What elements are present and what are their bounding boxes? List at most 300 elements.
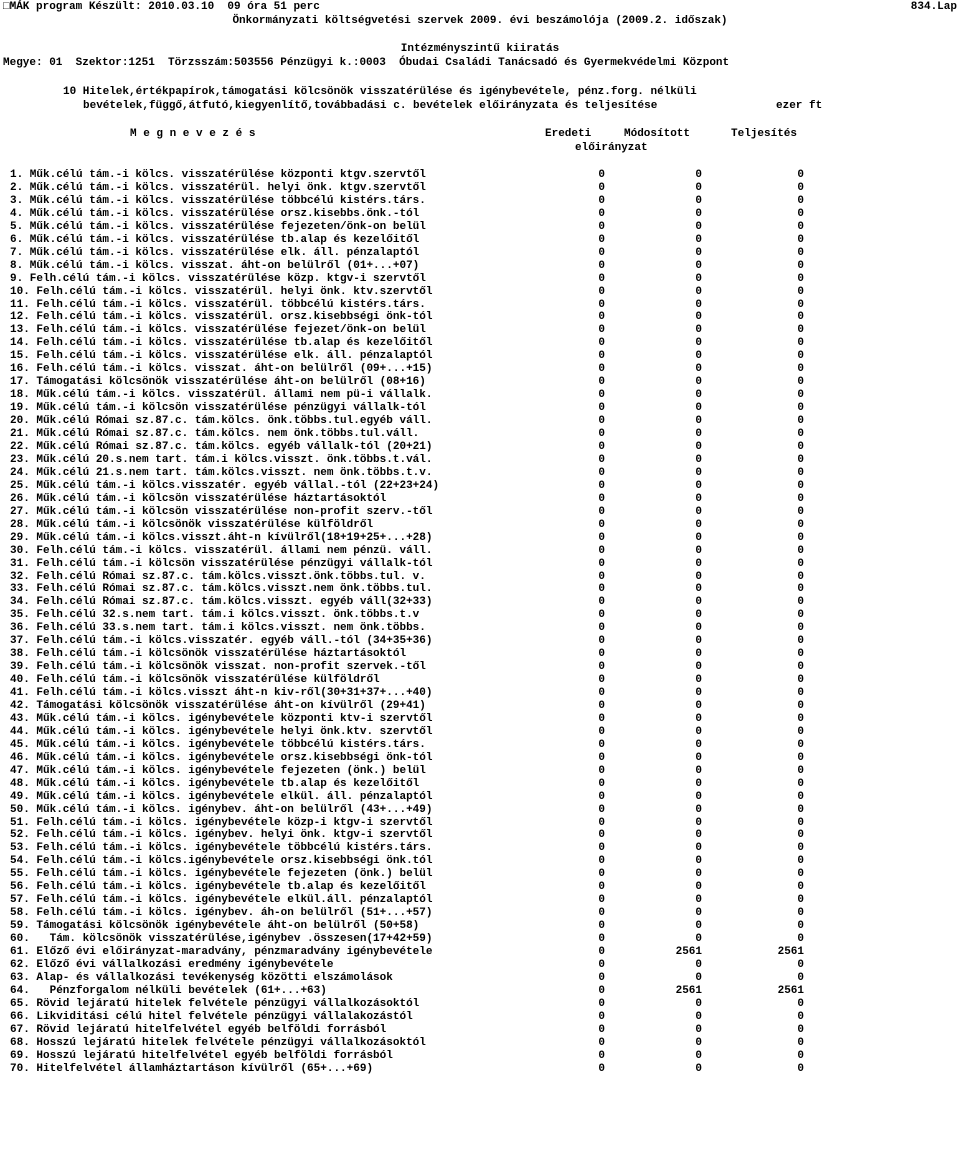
row-original-value: 0 bbox=[598, 1049, 605, 1062]
row-original-value: 0 bbox=[598, 557, 605, 570]
row-completed-value: 0 bbox=[797, 1023, 804, 1036]
table-row bbox=[0, 752, 960, 765]
row-original-value: 0 bbox=[598, 907, 605, 920]
table-row bbox=[0, 532, 960, 545]
row-original-value: 0 bbox=[598, 790, 605, 803]
row-label: 20. Műk.célú Római sz.87.c. tám.kölcs. önk.többs.tul.egyéb váll. bbox=[10, 415, 433, 427]
row-completed-value: 0 bbox=[797, 531, 804, 544]
row-label: 68. Hosszú lejáratú hitelek felvétele pénzügyi vállalkozásoktól bbox=[10, 1036, 426, 1049]
row-modified-value: 0 bbox=[695, 583, 702, 596]
row-modified-value: 0 bbox=[695, 725, 702, 738]
row-label: 18. Műk.célú tám.-i kölcs. visszatérül. állami nem pü-i vállalk. bbox=[10, 389, 433, 402]
row-original-value: 0 bbox=[598, 272, 605, 285]
table-row bbox=[0, 959, 960, 972]
table-row bbox=[0, 286, 960, 299]
row-label: 53. Felh.célú tám.-i kölcs. igénybevétele többcélú kistérs.társ. bbox=[10, 842, 433, 855]
table-row bbox=[0, 1037, 960, 1050]
row-original-value: 0 bbox=[598, 479, 605, 492]
row-original-value: 0 bbox=[598, 169, 605, 181]
row-modified-value: 0 bbox=[695, 453, 702, 466]
table-row bbox=[0, 713, 960, 726]
column-completed-header: Teljesítés bbox=[731, 128, 798, 140]
row-label: 11. Felh.célú tám.-i kölcs. visszatérül. többcélú kistérs.társ. bbox=[10, 298, 426, 311]
row-original-value: 0 bbox=[598, 881, 605, 894]
row-original-value: 0 bbox=[598, 492, 605, 505]
row-completed-value: 0 bbox=[797, 220, 804, 233]
row-label: 59. Támogatási kölcsönök igénybevétele áht-on belülről (50+58) bbox=[10, 920, 420, 933]
column-original-header: Eredeti bbox=[545, 128, 592, 140]
table-row bbox=[0, 234, 960, 247]
row-completed-value: 0 bbox=[797, 428, 804, 440]
row-modified-value: 0 bbox=[695, 738, 702, 751]
row-completed-value: 0 bbox=[797, 1049, 804, 1062]
row-original-value: 0 bbox=[598, 738, 605, 751]
table-row bbox=[0, 545, 960, 558]
table-row bbox=[0, 894, 960, 907]
row-label: 40. Felh.célú tám.-i kölcsönök visszatérülése külföldről bbox=[10, 674, 380, 686]
table-row bbox=[0, 506, 960, 519]
row-original-value: 0 bbox=[598, 842, 605, 855]
row-label: 34. Felh.célú Római sz.87.c. tám.kölcs.visszt. egyéb váll(32+33) bbox=[10, 596, 433, 609]
row-original-value: 0 bbox=[598, 946, 605, 958]
row-modified-value: 0 bbox=[695, 505, 702, 518]
row-modified-value: 0 bbox=[695, 1062, 702, 1075]
row-label: 8. Műk.célú tám.-i kölcs. visszat. áht-on belülről (01+...+07) bbox=[10, 259, 420, 272]
row-completed-value: 0 bbox=[797, 661, 804, 674]
row-completed-value: 0 bbox=[797, 298, 804, 311]
row-modified-value: 0 bbox=[695, 751, 702, 764]
table-row bbox=[0, 1011, 960, 1024]
table-row bbox=[0, 558, 960, 571]
row-modified-value: 0 bbox=[695, 570, 702, 583]
row-modified-value: 0 bbox=[695, 894, 702, 907]
row-completed-value: 0 bbox=[797, 712, 804, 725]
row-modified-value: 0 bbox=[695, 272, 702, 285]
row-original-value: 0 bbox=[598, 920, 605, 933]
table-row bbox=[0, 389, 960, 402]
row-original-value: 0 bbox=[598, 868, 605, 881]
row-original-value: 0 bbox=[598, 324, 605, 337]
row-completed-value: 0 bbox=[797, 842, 804, 855]
row-original-value: 0 bbox=[598, 699, 605, 712]
institution-meta: Megye: 01 Szektor:1251 Törzsszám:503556 Pénzügyi k.:0003 Óbudai Családi Tanácsadó és Gyermekvédelmi Központ bbox=[3, 57, 730, 69]
row-modified-value: 0 bbox=[695, 958, 702, 971]
row-completed-value: 0 bbox=[797, 363, 804, 376]
row-label: 54. Felh.célú tám.-i kölcs.igénybevétele orsz.kisebbségi önk.tól bbox=[10, 855, 433, 868]
row-original-value: 0 bbox=[598, 1062, 605, 1075]
row-original-value: 0 bbox=[598, 298, 605, 311]
row-completed-value: 0 bbox=[797, 648, 804, 661]
row-label: 67. Rövid lejáratú hitelfelvétel egyéb belföldi forrásból bbox=[10, 1023, 387, 1036]
row-completed-value: 0 bbox=[797, 920, 804, 933]
row-modified-value: 0 bbox=[695, 1023, 702, 1036]
row-modified-value: 0 bbox=[695, 389, 702, 402]
row-completed-value: 0 bbox=[797, 233, 804, 246]
row-completed-value: 0 bbox=[797, 389, 804, 402]
column-name-header: M e g n e v e z é s bbox=[130, 128, 256, 140]
table-row bbox=[0, 1063, 960, 1076]
row-original-value: 0 bbox=[598, 712, 605, 725]
row-modified-value: 0 bbox=[695, 933, 702, 945]
row-modified-value: 0 bbox=[695, 298, 702, 311]
table-row bbox=[0, 946, 960, 959]
row-original-value: 0 bbox=[598, 583, 605, 596]
table-row bbox=[0, 480, 960, 493]
row-original-value: 0 bbox=[598, 518, 605, 531]
row-modified-value: 0 bbox=[695, 350, 702, 363]
row-original-value: 0 bbox=[598, 181, 605, 194]
table-row bbox=[0, 247, 960, 260]
row-modified-value: 0 bbox=[695, 492, 702, 505]
row-modified-value: 0 bbox=[695, 311, 702, 324]
row-original-value: 0 bbox=[598, 466, 605, 479]
row-original-value: 0 bbox=[598, 415, 605, 427]
row-label: 44. Műk.célú tám.-i kölcs. igénybevétele helyi önk.ktv. szervtől bbox=[10, 725, 433, 738]
row-original-value: 0 bbox=[598, 687, 605, 699]
row-label: 61. Előző évi előirányzat-maradvány, pénzmaradvány igénybevétele bbox=[10, 946, 433, 958]
row-label: 56. Felh.célú tám.-i kölcs. igénybevétele tb.alap és kezelőitől bbox=[10, 881, 426, 894]
table-row bbox=[0, 493, 960, 506]
row-label: 39. Felh.célú tám.-i kölcsönök visszat. non-profit szervek.-től bbox=[10, 661, 426, 674]
row-original-value: 0 bbox=[598, 233, 605, 246]
table-row bbox=[0, 609, 960, 622]
row-completed-value: 0 bbox=[797, 246, 804, 259]
row-modified-value: 0 bbox=[695, 907, 702, 920]
row-completed-value: 0 bbox=[797, 971, 804, 984]
table-row bbox=[0, 454, 960, 467]
table-row bbox=[0, 596, 960, 609]
row-original-value: 0 bbox=[598, 764, 605, 777]
row-modified-value: 0 bbox=[695, 881, 702, 894]
section-title-line2: bevételek,függő,átfutó,kiegyenlítő,továbbadási c. bevételek előirányzata és teljesítése bbox=[83, 100, 658, 112]
row-original-value: 0 bbox=[598, 971, 605, 984]
row-label: 57. Felh.célú tám.-i kölcs. igénybevétele elkül.áll. pénzalaptól bbox=[10, 894, 433, 907]
row-completed-value: 0 bbox=[797, 816, 804, 829]
row-modified-value: 0 bbox=[695, 764, 702, 777]
row-label: 9. Felh.célú tám.-i kölcs. visszatérülése közp. ktgv-i szervtől bbox=[10, 272, 426, 285]
row-label: 41. Felh.célú tám.-i kölcs.visszt áht-n kiv-ről(30+31+37+...+40) bbox=[10, 687, 433, 699]
row-completed-value: 0 bbox=[797, 259, 804, 272]
row-modified-value: 0 bbox=[695, 699, 702, 712]
table-row bbox=[0, 622, 960, 635]
row-label: 3. Műk.célú tám.-i kölcs. visszatérülése többcélú kistérs.társ. bbox=[10, 194, 426, 207]
row-modified-value: 0 bbox=[695, 816, 702, 829]
row-modified-value: 0 bbox=[695, 363, 702, 376]
row-completed-value: 0 bbox=[797, 557, 804, 570]
row-completed-value: 0 bbox=[797, 881, 804, 894]
row-modified-value: 0 bbox=[695, 842, 702, 855]
table-row bbox=[0, 467, 960, 480]
row-original-value: 0 bbox=[598, 1010, 605, 1023]
row-completed-value: 0 bbox=[797, 285, 804, 298]
row-completed-value: 0 bbox=[797, 1062, 804, 1075]
row-modified-value: 0 bbox=[695, 466, 702, 479]
row-completed-value: 0 bbox=[797, 907, 804, 920]
row-completed-value: 0 bbox=[797, 894, 804, 907]
row-completed-value: 0 bbox=[797, 544, 804, 557]
row-label: 69. Hosszú lejáratú hitelfelvétel egyéb belföldi forrásból bbox=[10, 1049, 393, 1062]
row-label: 22. Műk.célú Római sz.87.c. tám.kölcs. egyéb vállalk-tól (20+21) bbox=[10, 440, 433, 453]
row-label: 58. Felh.célú tám.-i kölcs. igénybev. áh-on belülről (51+...+57) bbox=[10, 907, 433, 920]
report-subtitle: Intézményszintű kiiratás bbox=[400, 43, 560, 55]
row-completed-value: 0 bbox=[797, 570, 804, 583]
row-label: 35. Felh.célú 32.s.nem tart. tám.i kölcs.visszt. önk.többs.t.v bbox=[10, 609, 420, 622]
table-row bbox=[0, 1050, 960, 1063]
table-row bbox=[0, 817, 960, 830]
table-row bbox=[0, 972, 960, 985]
row-label: 27. Műk.célú tám.-i kölcsön visszatérülése non-profit szerv.-től bbox=[10, 505, 433, 518]
row-original-value: 0 bbox=[598, 751, 605, 764]
row-label: 60. Tám. kölcsönök visszatérülése,igénybev .összesen(17+42+59) bbox=[10, 933, 433, 945]
table-row bbox=[0, 571, 960, 584]
row-original-value: 0 bbox=[598, 440, 605, 453]
row-label: 2. Műk.célú tám.-i kölcs. visszatérül. helyi önk. ktgv.szervtől bbox=[10, 181, 426, 194]
row-original-value: 0 bbox=[598, 622, 605, 635]
row-completed-value: 0 bbox=[797, 764, 804, 777]
row-label: 55. Felh.célú tám.-i kölcs. igénybevétele fejezeten (önk.) belül bbox=[10, 868, 433, 881]
row-modified-value: 0 bbox=[695, 1049, 702, 1062]
row-modified-value: 0 bbox=[695, 997, 702, 1010]
row-label: 17. Támogatási kölcsönök visszatérülése áht-on belülről (08+16) bbox=[10, 376, 426, 389]
row-original-value: 0 bbox=[598, 725, 605, 738]
table-row bbox=[0, 778, 960, 791]
table-row bbox=[0, 415, 960, 428]
row-modified-value: 0 bbox=[695, 518, 702, 531]
row-completed-value: 0 bbox=[797, 725, 804, 738]
row-label: 5. Műk.célú tám.-i kölcs. visszatérülése fejezeten/önk-on belül bbox=[10, 220, 426, 233]
row-label: 32. Felh.célú Római sz.87.c. tám.kölcs.visszt.önk.többs.tul. v. bbox=[10, 570, 426, 583]
column-modified-header: Módosított bbox=[624, 128, 691, 140]
row-label: 28. Műk.célú tám.-i kölcsönök visszatérülése külföldről bbox=[10, 518, 374, 531]
row-label: 42. Támogatási kölcsönök visszatérülése áht-on kívülről (29+41) bbox=[10, 699, 426, 712]
table-row bbox=[0, 208, 960, 221]
row-completed-value: 0 bbox=[797, 790, 804, 803]
table-row bbox=[0, 739, 960, 752]
row-label: 33. Felh.célú Római sz.87.c. tám.kölcs.visszt.nem önk.többs.tul. bbox=[10, 583, 433, 596]
row-completed-value: 0 bbox=[797, 194, 804, 207]
row-original-value: 0 bbox=[598, 389, 605, 402]
row-completed-value: 0 bbox=[797, 415, 804, 427]
row-original-value: 0 bbox=[598, 829, 605, 842]
row-label: 46. Műk.célú tám.-i kölcs. igénybevétele orsz.kisebbségi önk-tól bbox=[10, 751, 433, 764]
table-row bbox=[0, 324, 960, 337]
row-modified-value: 2561 bbox=[675, 946, 702, 958]
row-completed-value: 0 bbox=[797, 751, 804, 764]
table-row bbox=[0, 299, 960, 312]
row-modified-value: 0 bbox=[695, 285, 702, 298]
row-completed-value: 0 bbox=[797, 997, 804, 1010]
row-label: 47. Műk.célú tám.-i kölcs. igénybevétele fejezeten (önk.) belül bbox=[10, 764, 426, 777]
row-completed-value: 0 bbox=[797, 777, 804, 790]
row-modified-value: 0 bbox=[695, 376, 702, 389]
row-modified-value: 0 bbox=[695, 557, 702, 570]
row-label: 51. Felh.célú tám.-i kölcs. igénybevétele közp-i ktgv-i szervtől bbox=[10, 816, 433, 829]
row-label: 14. Felh.célú tám.-i kölcs. visszatérülése tb.alap és kezelőitől bbox=[10, 337, 433, 350]
row-modified-value: 0 bbox=[695, 648, 702, 661]
table-row bbox=[0, 311, 960, 324]
row-completed-value: 0 bbox=[797, 479, 804, 492]
row-label: 29. Műk.célú tám.-i kölcs.visszt.áht-n kívülről(18+19+25+...+28) bbox=[10, 531, 433, 544]
table-row bbox=[0, 765, 960, 778]
row-original-value: 0 bbox=[598, 363, 605, 376]
report-title: Önkormányzati költségvetési szervek 2009. évi beszámolója (2009.2. időszak) bbox=[232, 15, 728, 27]
row-original-value: 0 bbox=[598, 648, 605, 661]
row-label: 65. Rövid lejáratú hitelek felvétele pénzügyi vállalkozásoktól bbox=[10, 997, 420, 1010]
row-original-value: 0 bbox=[598, 997, 605, 1010]
row-original-value: 0 bbox=[598, 803, 605, 816]
row-completed-value: 0 bbox=[797, 803, 804, 816]
table-row bbox=[0, 726, 960, 739]
print-info: □MÁK program Készült: 2010.03.10 09 óra 51 perc bbox=[3, 1, 320, 13]
row-modified-value: 0 bbox=[695, 622, 702, 635]
row-completed-value: 0 bbox=[797, 687, 804, 699]
row-label: 38. Felh.célú tám.-i kölcsönök visszatérülése háztartásoktól bbox=[10, 648, 407, 661]
table-row bbox=[0, 260, 960, 273]
row-modified-value: 0 bbox=[695, 428, 702, 440]
row-label: 23. Műk.célú 20.s.nem tart. tám.i kölcs.visszt. önk.többs.t.vál. bbox=[10, 453, 433, 466]
row-modified-value: 0 bbox=[695, 829, 702, 842]
table-row bbox=[0, 998, 960, 1011]
row-modified-value: 0 bbox=[695, 777, 702, 790]
table-row bbox=[0, 933, 960, 946]
row-completed-value: 0 bbox=[797, 337, 804, 350]
row-modified-value: 0 bbox=[695, 971, 702, 984]
row-completed-value: 2561 bbox=[777, 984, 804, 997]
row-modified-value: 0 bbox=[695, 324, 702, 337]
table-row bbox=[0, 1024, 960, 1037]
row-modified-value: 0 bbox=[695, 687, 702, 699]
row-completed-value: 0 bbox=[797, 855, 804, 868]
row-label: 12. Felh.célú tám.-i kölcs. visszatérül. orsz.kisebbségi önk-tól bbox=[10, 311, 433, 324]
row-completed-value: 0 bbox=[797, 169, 804, 181]
row-original-value: 0 bbox=[598, 544, 605, 557]
table-row bbox=[0, 700, 960, 713]
row-modified-value: 0 bbox=[695, 259, 702, 272]
row-modified-value: 0 bbox=[695, 181, 702, 194]
table-row bbox=[0, 687, 960, 700]
row-label: 37. Felh.célú tám.-i kölcs.visszatér. egyéb váll.-tól (34+35+36) bbox=[10, 635, 433, 648]
table-row bbox=[0, 402, 960, 415]
table-row bbox=[0, 791, 960, 804]
row-original-value: 0 bbox=[598, 337, 605, 350]
row-original-value: 0 bbox=[598, 207, 605, 220]
table-row bbox=[0, 635, 960, 648]
row-modified-value: 0 bbox=[695, 544, 702, 557]
table-row bbox=[0, 195, 960, 208]
row-original-value: 0 bbox=[598, 596, 605, 609]
row-original-value: 0 bbox=[598, 376, 605, 389]
row-modified-value: 0 bbox=[695, 661, 702, 674]
row-original-value: 0 bbox=[598, 531, 605, 544]
row-modified-value: 0 bbox=[695, 440, 702, 453]
row-modified-value: 0 bbox=[695, 207, 702, 220]
row-modified-value: 0 bbox=[695, 596, 702, 609]
row-modified-value: 0 bbox=[695, 790, 702, 803]
unit-label: ezer ft bbox=[776, 100, 823, 112]
row-label: 15. Felh.célú tám.-i kölcs. visszatérülése elk. áll. pénzalaptól bbox=[10, 350, 433, 363]
table-row bbox=[0, 985, 960, 998]
row-label: 26. Műk.célú tám.-i kölcsön visszatérülése háztartásoktól bbox=[10, 492, 387, 505]
row-label: 25. Műk.célú tám.-i kölcs.visszatér. egyéb vállal.-tól (22+23+24) bbox=[10, 479, 440, 492]
row-label: 70. Hitelfelvétel államháztartáson kívülről (65+...+69) bbox=[10, 1062, 374, 1075]
row-label: 62. Előző évi vállalkozási eredmény igénybevétele bbox=[10, 958, 334, 971]
row-modified-value: 0 bbox=[695, 233, 702, 246]
row-modified-value: 0 bbox=[695, 609, 702, 622]
row-modified-value: 0 bbox=[695, 194, 702, 207]
row-modified-value: 0 bbox=[695, 1010, 702, 1023]
table-row bbox=[0, 182, 960, 195]
row-completed-value: 0 bbox=[797, 958, 804, 971]
table-row bbox=[0, 376, 960, 389]
row-original-value: 0 bbox=[598, 259, 605, 272]
row-original-value: 0 bbox=[598, 194, 605, 207]
row-completed-value: 0 bbox=[797, 609, 804, 622]
table-row bbox=[0, 441, 960, 454]
row-original-value: 0 bbox=[598, 220, 605, 233]
row-label: 21. Műk.célú Római sz.87.c. tám.kölcs. nem önk.többs.tul.váll. bbox=[10, 428, 420, 440]
row-modified-value: 0 bbox=[695, 415, 702, 427]
column-original-header-line2: előirányzat bbox=[575, 142, 648, 154]
row-original-value: 0 bbox=[598, 1036, 605, 1049]
row-original-value: 0 bbox=[598, 816, 605, 829]
table-row bbox=[0, 661, 960, 674]
row-label: 66. Likviditási célú hitel felvétele pénzügyi vállalakozástól bbox=[10, 1010, 413, 1023]
row-label: 36. Felh.célú 33.s.nem tart. tám.i kölcs.visszt. nem önk.többs. bbox=[10, 622, 426, 635]
row-original-value: 0 bbox=[598, 661, 605, 674]
row-label: 6. Műk.célú tám.-i kölcs. visszatérülése tb.alap és kezelőitől bbox=[10, 233, 420, 246]
row-modified-value: 0 bbox=[695, 220, 702, 233]
row-completed-value: 0 bbox=[797, 583, 804, 596]
row-modified-value: 0 bbox=[695, 855, 702, 868]
row-completed-value: 0 bbox=[797, 492, 804, 505]
table-row bbox=[0, 583, 960, 596]
table-row bbox=[0, 842, 960, 855]
row-completed-value: 0 bbox=[797, 829, 804, 842]
row-completed-value: 0 bbox=[797, 324, 804, 337]
row-completed-value: 0 bbox=[797, 376, 804, 389]
table-row bbox=[0, 350, 960, 363]
table-row bbox=[0, 273, 960, 286]
row-modified-value: 0 bbox=[695, 674, 702, 686]
table-row bbox=[0, 363, 960, 376]
row-original-value: 0 bbox=[598, 674, 605, 686]
row-modified-value: 2561 bbox=[675, 984, 702, 997]
row-completed-value: 0 bbox=[797, 868, 804, 881]
row-completed-value: 0 bbox=[797, 207, 804, 220]
row-modified-value: 0 bbox=[695, 479, 702, 492]
row-label: 52. Felh.célú tám.-i kölcs. igénybev. helyi önk. ktgv-i szervtől bbox=[10, 829, 433, 842]
table-row bbox=[0, 829, 960, 842]
row-original-value: 0 bbox=[598, 777, 605, 790]
row-label: 48. Műk.célú tám.-i kölcs. igénybevétele tb.alap és kezelőitől bbox=[10, 777, 420, 790]
table-row bbox=[0, 804, 960, 817]
row-modified-value: 0 bbox=[695, 402, 702, 415]
row-completed-value: 0 bbox=[797, 350, 804, 363]
table-row bbox=[0, 907, 960, 920]
row-original-value: 0 bbox=[598, 1023, 605, 1036]
row-original-value: 0 bbox=[598, 894, 605, 907]
row-completed-value: 0 bbox=[797, 272, 804, 285]
row-completed-value: 0 bbox=[797, 518, 804, 531]
row-label: 64. Pénzforgalom nélküli bevételek (61+...+63) bbox=[10, 984, 327, 997]
table-row bbox=[0, 648, 960, 661]
row-completed-value: 0 bbox=[797, 1010, 804, 1023]
row-original-value: 0 bbox=[598, 285, 605, 298]
table-row bbox=[0, 920, 960, 933]
row-label: 10. Felh.célú tám.-i kölcs. visszatérül. helyi önk. ktv.szervtől bbox=[10, 285, 433, 298]
row-label: 13. Felh.célú tám.-i kölcs. visszatérülése fejezet/önk-on belül bbox=[10, 324, 426, 337]
page-number: 834.Lap bbox=[910, 1, 957, 13]
